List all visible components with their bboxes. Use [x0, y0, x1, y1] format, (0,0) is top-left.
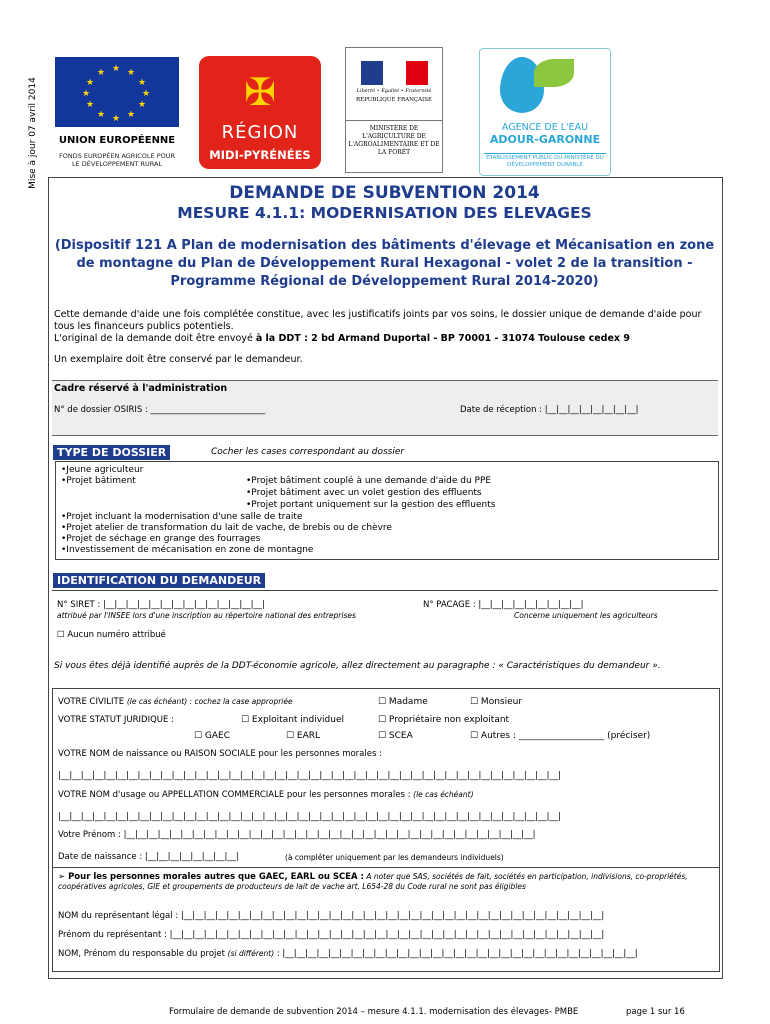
legal-entity-note	[58, 872, 713, 892]
region-logo-title: RÉGION	[221, 122, 299, 143]
agency-name: ADOUR-GARONNE	[489, 133, 601, 146]
eu-flag-logo: ★ ★ ★ ★ ★ ★ ★ ★ ★ ★ ★ ★	[55, 57, 179, 127]
scea-checkbox[interactable]: ☐ SCEA	[378, 731, 413, 741]
exploitant-checkbox[interactable]: ☐ Exploitant individuel	[241, 715, 344, 725]
checkbox-effluents-only[interactable]: •Projet portant uniquement sur la gestion des effluents	[246, 500, 496, 510]
leaf-icon	[534, 59, 574, 87]
intro-paragraph: Cette demande d'aide une fois complétée constitue, avec les justificatifs joints par vos soins, le dossier unique de demande d'aide pour tous les financeurs publics potentiels.	[54, 309, 702, 332]
nom-usage-label-text: VOTRE NOM d'usage ou APPELLATION COMMERCIALE pour les personnes morales :	[58, 790, 411, 800]
checkbox-mecanisation[interactable]: •Investissement de mécanisation en zone de montagne	[61, 545, 314, 555]
identification-tag: IDENTIFICATION DU DEMANDEUR	[53, 573, 265, 588]
agency-subtitle: ÉTABLISSEMENT PUBLIC DU MINISTÈRE DU DÉVELOPPEMENT DURABLE	[484, 153, 606, 169]
pacage-note: Concerne uniquement les agriculteurs	[514, 611, 658, 620]
pacage-field[interactable]: N° PACAGE : |__|__|__|__|__|__|__|__|__|	[423, 600, 584, 610]
monsieur-checkbox[interactable]: ☐ Monsieur	[470, 697, 523, 707]
checkbox-sechage[interactable]: •Projet de séchage en grange des fourrages	[61, 534, 261, 544]
earl-checkbox[interactable]: ☐ EARL	[286, 731, 321, 741]
statut-label: VOTRE STATUT JURIDIQUE :	[58, 715, 174, 725]
nom-usage-hint: (le cas échéant)	[413, 790, 474, 799]
checkbox-atelier-lait[interactable]: •Projet atelier de transformation du lait de vache, de brebis ou de chèvre	[61, 523, 392, 533]
proprietaire-checkbox[interactable]: ☐ Propriétaire non exploitant	[378, 715, 510, 725]
siret-note: attribué par l'INSEE lors d'une inscription au répertoire national des entreprises	[57, 611, 356, 620]
nom-naissance-field[interactable]: |__|__|__|__|__|__|__|__|__|__|__|__|__|__|__|__|__|__|__|__|__|__|__|__|__|__|__|__|__|__|__|__|__|__|__|__|__|__|__|__|__|__|__|__|	[58, 771, 561, 781]
representant-nom-field[interactable]: NOM du représentant légal : |__|__|__|__|__|__|__|__|__|__|__|__|__|__|__|__|__|__|__|__|__|__|__|__|__|__|__|__|__|__|__|__|__|__|__|__|__|	[58, 911, 605, 921]
checkbox-projet-batiment[interactable]: •Projet bâtiment	[61, 476, 136, 486]
footer-form-title: Formulaire de demande de subvention 2014 – mesure 4.1.1. modernisation des élevages- PMBE	[169, 1007, 579, 1017]
ddt-address: à la DDT : 2 bd Armand Duportal - BP 70001 - 31074 Toulouse cedex 9	[255, 333, 630, 344]
send-instructions	[54, 333, 714, 345]
responsable-projet-label: NOM, Prénom du responsable du projet	[58, 949, 225, 959]
civilite-label	[58, 697, 293, 707]
applicant-form	[52, 688, 720, 972]
checkbox-batiment-effluents[interactable]: •Projet bâtiment avec un volet gestion des effluents	[246, 488, 482, 498]
region-logo	[199, 56, 321, 169]
prenom-field[interactable]: Votre Prénom : |__|__|__|__|__|__|__|__|__|__|__|__|__|__|__|__|__|__|__|__|__|__|__|__|__|__|__|__|__|__|__|__|__|__|__|__|	[58, 830, 536, 840]
responsable-projet-field[interactable]	[58, 949, 638, 959]
send-instructions-text: L'original de la demande doit être envoyé	[54, 333, 256, 344]
occitan-cross-icon: ✠	[244, 70, 276, 114]
admin-title: Cadre réservé à l'administration	[54, 383, 228, 394]
birth-date-field[interactable]: Date de naissance : |__|__|__|__|__|__|__|__|	[58, 852, 239, 862]
responsable-projet-hint: (si différent)	[227, 949, 275, 958]
nom-usage-field[interactable]: |__|__|__|__|__|__|__|__|__|__|__|__|__|__|__|__|__|__|__|__|__|__|__|__|__|__|__|__|__|__|__|__|__|__|__|__|__|__|__|__|__|__|__|__|	[58, 812, 561, 822]
no-number-checkbox[interactable]: ☐ Aucun numéro attribué	[57, 630, 166, 640]
update-date-note: Mise à jour 07 avril 2014	[28, 77, 38, 189]
civilite-hint: (le cas échéant) : cochez la case appropriée	[126, 697, 293, 706]
checkbox-jeune-agriculteur[interactable]: •Jeune agriculteur	[61, 465, 144, 475]
agency-label: AGENCE DE L'EAU	[501, 122, 589, 133]
responsable-projet-boxes: : |__|__|__|__|__|__|__|__|__|__|__|__|__|__|__|__|__|__|__|__|__|__|__|__|__|__|__|__|__|__|__|	[274, 949, 638, 959]
birth-date-note: (à compléter uniquement par les demandeurs individuels)	[285, 853, 504, 862]
osiris-field[interactable]: N° de dossier OSIRIS : ___________________________	[54, 405, 266, 415]
page-number: page 1 sur 16	[626, 1007, 685, 1017]
checkbox-salle-traite[interactable]: •Projet incluant la modernisation d'une salle de traite	[61, 512, 303, 522]
copy-note: Un exemplaire doit être conservé par le demandeur.	[54, 354, 303, 365]
legal-entity-note-text: A noter que SAS, sociétés de fait, sociétés en participation, indivisions, co-propriétés, coopératives agricoles, GIE et groupements de producteurs de lait de vache art. L654-28 du Code rural ne sont pas éligibles	[58, 872, 688, 891]
water-agency-logo	[479, 48, 611, 176]
region-logo-name: MIDI-PYRÉNÉES	[209, 148, 311, 162]
representant-prenom-field[interactable]: Prénom du représentant : |__|__|__|__|__|__|__|__|__|__|__|__|__|__|__|__|__|__|__|__|__|__|__|__|__|__|__|__|__|__|__|__|__|__|__|__|__|__|	[58, 930, 605, 940]
nom-naissance-label: VOTRE NOM de naissance ou RAISON SOCIALE pour les personnes morales :	[58, 749, 382, 759]
ministry-logo	[345, 47, 443, 173]
madame-checkbox[interactable]: ☐ Madame	[378, 697, 428, 707]
admin-section	[52, 380, 718, 436]
checkbox-batiment-ppe[interactable]: •Projet bâtiment couplé à une demande d'aide du PPE	[246, 476, 492, 486]
eu-fund-name: FONDS EUROPÉEN AGRICOLE POUR LE DÉVELOPPEMENT RURAL	[58, 152, 176, 168]
autres-checkbox[interactable]: ☐ Autres : ___________________ (préciser)	[470, 731, 651, 741]
type-dossier-box	[55, 461, 719, 560]
eu-title: UNION EUROPÉENNE	[58, 135, 176, 146]
measure-title: MESURE 4.1.1: MODERNISATION DES ELEVAGES	[177, 204, 592, 222]
reception-date-field[interactable]: Date de réception : |__|__|__|__|__|__|__|__|	[460, 405, 639, 415]
nom-usage-label	[58, 790, 474, 800]
marianne-flag-icon	[361, 61, 428, 85]
ddt-identified-note: Si vous êtes déjà identifié auprès de la DDT-économie agricole, allez directement au paragraphe : « Caractéristiques du demandeur ».	[54, 661, 661, 671]
siret-field[interactable]: N° SIRET : |__|__|__|__|__|__|__|__|__|__|__|__|__|__|	[57, 600, 265, 610]
republic-name: RÉPUBLIQUE FRANÇAISE	[355, 97, 433, 103]
gaec-checkbox[interactable]: ☐ GAEC	[194, 731, 231, 741]
type-dossier-tag: TYPE DE DOSSIER	[53, 445, 170, 460]
type-dossier-hint: Cocher les cases correspondant au dossier	[211, 447, 405, 457]
republic-motto: Liberté • Égalité • Fraternité	[356, 88, 432, 94]
ministry-name: MINISTÈRE DE L'AGRICULTURE DE L'AGROALIMENTAIRE ET DE LA FORÊT	[348, 125, 440, 156]
dispositif-subtitle: (Dispositif 121 A Plan de modernisation des bâtiments d'élevage et Mécanisation en zone de montagne du Plan de Développement Rural Hexagonal - volet 2 de la transition - Programme Régional de Développement Rural 2014-2020)	[54, 238, 715, 289]
civilite-label-text: VOTRE CIVILITE	[58, 697, 125, 707]
legal-entity-note-title: ➢ Pour les personnes morales autres que GAEC, EARL ou SCEA :	[58, 872, 364, 882]
page-title: DEMANDE DE SUBVENTION 2014	[229, 183, 540, 203]
